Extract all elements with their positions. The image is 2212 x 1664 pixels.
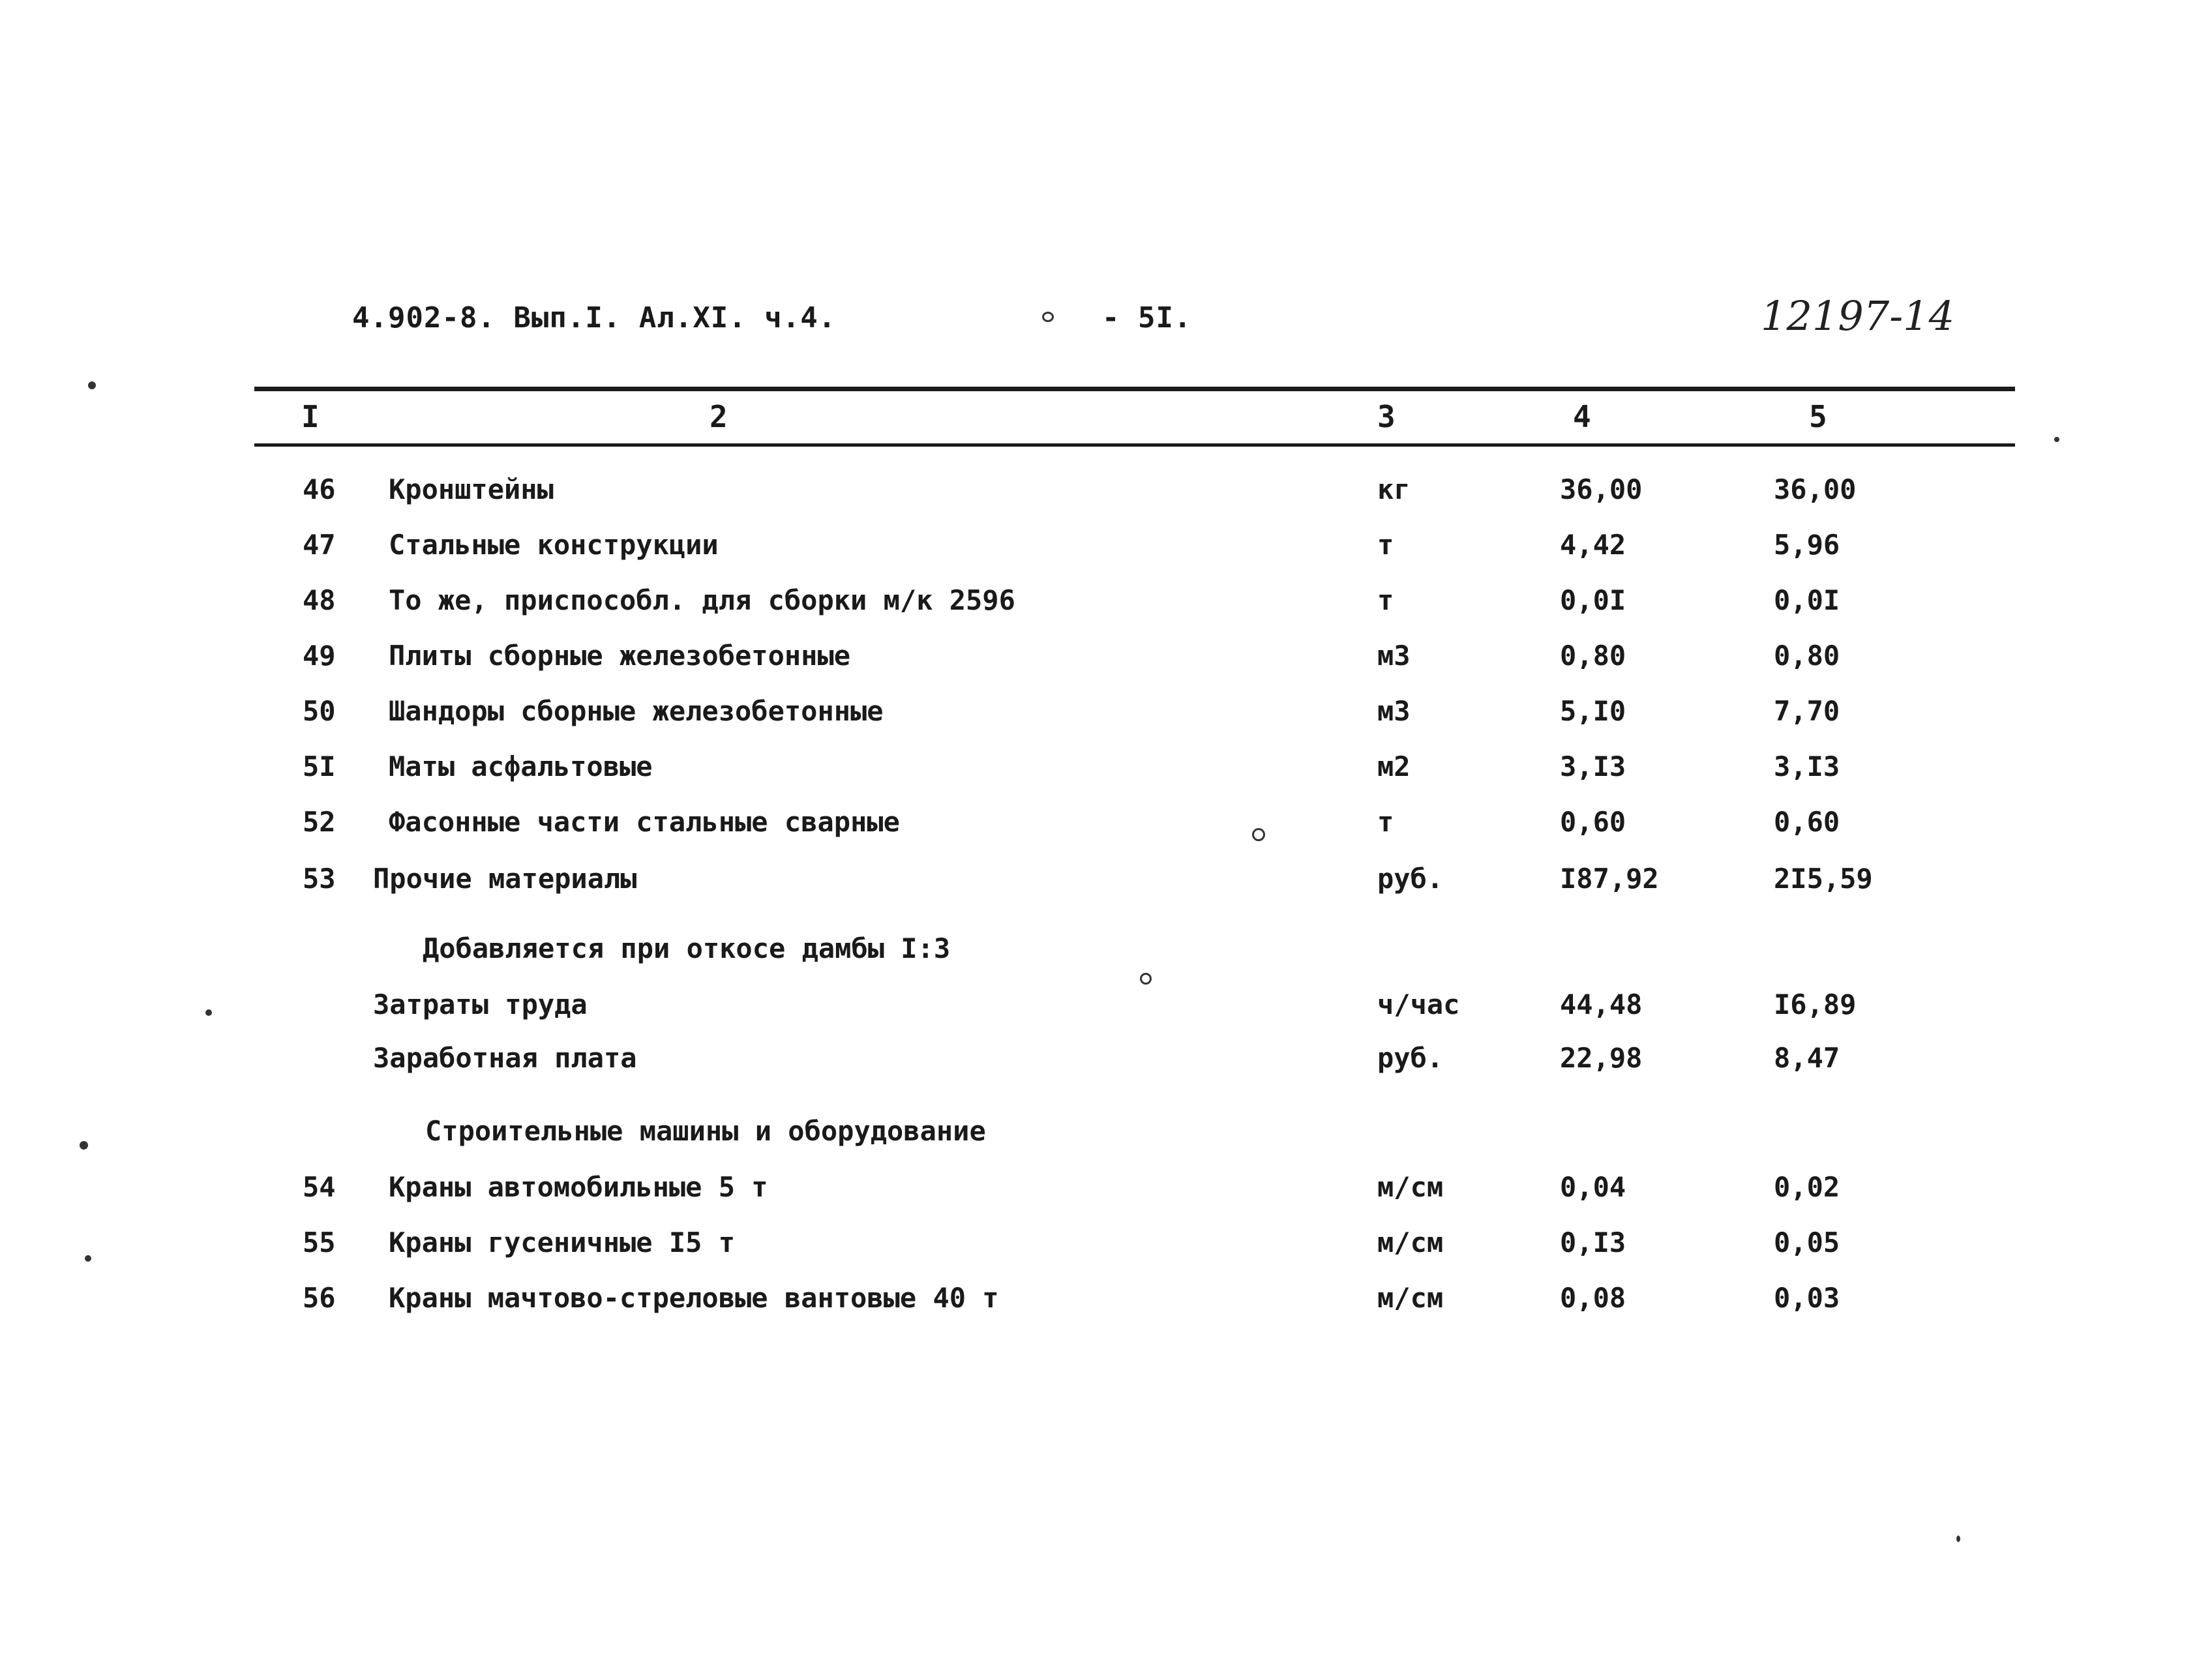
row-number: 54 [303, 1171, 336, 1203]
row-unit: м3 [1377, 695, 1411, 727]
row-value-4: 0,60 [1560, 806, 1626, 838]
row-number: 53 [303, 863, 336, 895]
row-name: Затраты труда [373, 988, 588, 1020]
row-value-4: 44,48 [1560, 988, 1643, 1020]
column-header-4: 4 [1573, 399, 1591, 434]
scan-speck [1140, 973, 1152, 985]
row-value-5: 0,0I [1774, 584, 1840, 616]
row-name: Краны гусеничные I5 т [389, 1226, 736, 1258]
scan-speck [88, 381, 96, 389]
column-header-1: I [301, 399, 320, 434]
row-value-4: 22,98 [1560, 1042, 1643, 1074]
section-heading: Строительные машины и оборудование [425, 1115, 986, 1147]
row-unit: м/см [1377, 1171, 1444, 1203]
row-value-5: 2I5,59 [1774, 863, 1873, 895]
row-number: 46 [303, 473, 336, 505]
table-row [0, 806, 2212, 858]
row-unit: м/см [1377, 1226, 1444, 1258]
row-value-4: 5,I0 [1560, 695, 1626, 727]
row-value-5: 0,03 [1774, 1282, 1840, 1314]
row-name: То же, приспособл. для сборки м/к 2596 [389, 584, 1015, 616]
table-row [0, 863, 2212, 915]
row-number: 55 [303, 1226, 336, 1258]
row-name: Заработная плата [373, 1042, 637, 1074]
row-unit: м2 [1377, 750, 1411, 782]
scan-speck [80, 1141, 88, 1150]
table-header-rule [254, 443, 2015, 447]
row-name: Прочие материалы [373, 863, 637, 895]
row-number: 56 [303, 1282, 336, 1314]
table-row [0, 695, 2212, 747]
row-value-5: 0,80 [1774, 640, 1840, 672]
row-unit: т [1377, 806, 1394, 838]
row-number: 5I [303, 750, 336, 782]
row-value-5: 8,47 [1774, 1042, 1840, 1074]
row-name: Стальные конструкции [389, 529, 719, 561]
row-value-4: 0,80 [1560, 640, 1626, 672]
row-name: Краны автомобильные 5 т [389, 1171, 768, 1203]
row-value-5: 7,70 [1774, 695, 1840, 727]
row-value-5: 0,02 [1774, 1171, 1840, 1203]
table-row [0, 1171, 2212, 1223]
row-value-5: 3,I3 [1774, 750, 1840, 782]
row-number: 50 [303, 695, 336, 727]
row-name: Фасонные части стальные сварные [389, 806, 900, 838]
row-value-5: 0,60 [1774, 806, 1840, 838]
row-number: 52 [303, 806, 336, 838]
row-name: Маты асфальтовые [389, 750, 653, 782]
table-row [0, 1042, 2212, 1094]
scan-speck [85, 1255, 91, 1262]
row-value-4: 0,0I [1560, 584, 1626, 616]
table-row [0, 640, 2212, 692]
row-name: Плиты сборные железобетонные [389, 640, 851, 672]
row-value-5: I6,89 [1774, 988, 1857, 1020]
scan-speck [1252, 828, 1265, 841]
row-name: Кронштейны [389, 473, 554, 505]
row-value-5: 5,96 [1774, 529, 1840, 561]
row-number: 49 [303, 640, 336, 672]
row-unit: кг [1377, 473, 1411, 505]
row-unit: м3 [1377, 640, 1411, 672]
scan-speck [2054, 437, 2059, 442]
column-header-2: 2 [710, 399, 728, 434]
page-number: - 5I. [1102, 301, 1192, 334]
row-unit: т [1377, 584, 1394, 616]
row-name: Шандоры сборные железобетонные [389, 695, 884, 727]
row-unit: ч/час [1377, 988, 1460, 1020]
scan-speck [1956, 1536, 1960, 1542]
table-row [0, 529, 2212, 581]
column-header-3: 3 [1377, 399, 1396, 434]
row-value-4: 0,I3 [1560, 1226, 1626, 1258]
row-value-5: 36,00 [1774, 473, 1857, 505]
scan-speck [205, 1009, 212, 1016]
row-value-4: 0,04 [1560, 1171, 1626, 1203]
row-value-5: 0,05 [1774, 1226, 1840, 1258]
row-value-4: 4,42 [1560, 529, 1626, 561]
section-heading: Добавляется при откосе дамбы I:3 [423, 932, 951, 964]
row-unit: руб. [1377, 863, 1444, 895]
row-number: 48 [303, 584, 336, 616]
row-number: 47 [303, 529, 336, 561]
row-value-4: 3,I3 [1560, 750, 1626, 782]
row-unit: т [1377, 529, 1394, 561]
table-row [0, 473, 2212, 526]
row-value-4: I87,92 [1560, 863, 1659, 895]
row-name: Краны мачтово-стреловые вантовые 40 т [389, 1282, 999, 1314]
table-row [0, 1226, 2212, 1279]
document-code: 4.902-8. Вып.I. Ал.XI. ч.4. [352, 301, 837, 334]
scan-speck [1042, 312, 1054, 322]
table-row [0, 988, 2212, 1041]
row-unit: руб. [1377, 1042, 1444, 1074]
row-value-4: 0,08 [1560, 1282, 1626, 1314]
row-value-4: 36,00 [1560, 473, 1643, 505]
table-row [0, 584, 2212, 636]
table-row [0, 1282, 2212, 1334]
table-row [0, 750, 2212, 803]
row-unit: м/см [1377, 1282, 1444, 1314]
column-header-5: 5 [1809, 399, 1827, 434]
table-top-rule [254, 387, 2015, 391]
handwritten-stamp: 12197-14 [1761, 292, 1955, 340]
